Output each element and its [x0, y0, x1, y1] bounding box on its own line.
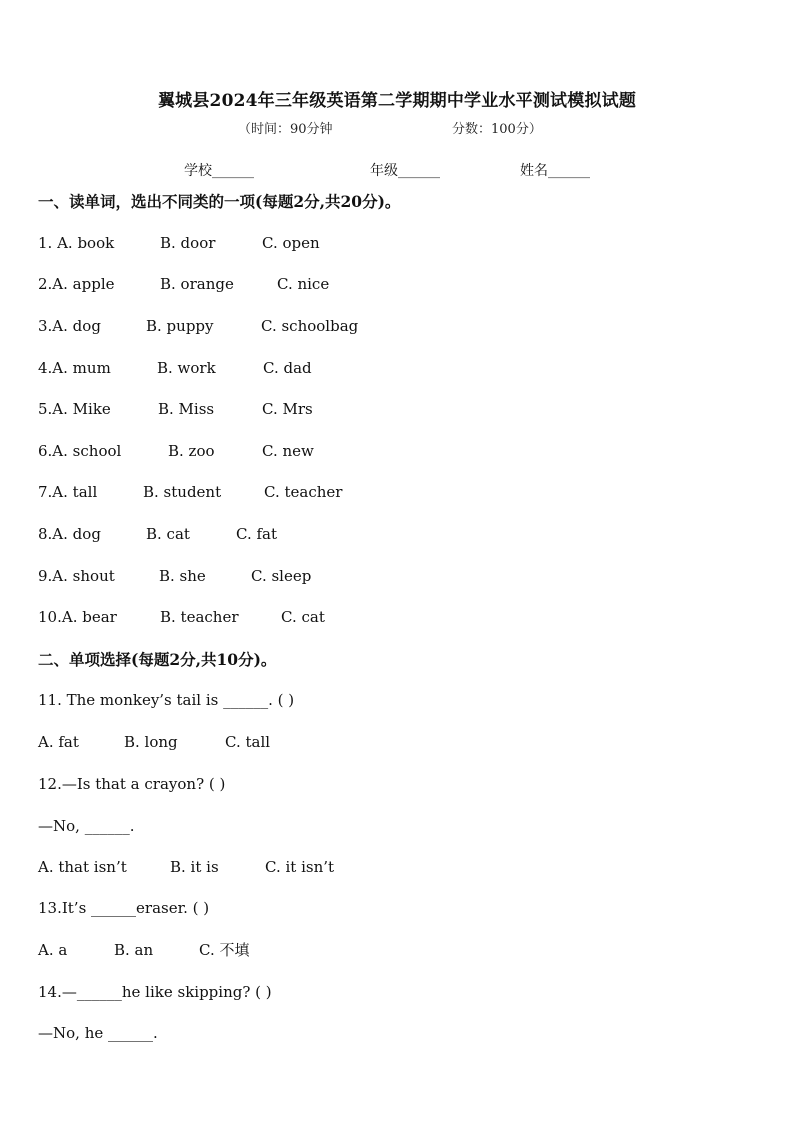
question-13-stem: 13.It’s ______eraser. ( ) — [38, 899, 210, 917]
option-c: C. nice — [277, 275, 330, 293]
option-b: B. it is — [170, 858, 219, 876]
option-a: A. a — [38, 941, 68, 959]
grade-field: 年级______ — [370, 163, 440, 179]
option-b: B. orange — [160, 275, 234, 293]
name-field: 姓名______ — [520, 163, 590, 179]
option-b: B. student — [143, 483, 222, 501]
option-a: A. that isn’t — [38, 858, 127, 876]
option-b: B. long — [124, 733, 178, 751]
option-b: B. an — [114, 941, 154, 959]
option-c: C. it isn’t — [265, 858, 335, 876]
option-c: C. Mrs — [262, 400, 313, 418]
option-a: 6.A. school — [38, 442, 122, 460]
exam-title: 翼城县2024年三年级英语第二学期期中学业水平测试模拟试题 — [157, 91, 637, 111]
option-c: C. tall — [225, 733, 271, 751]
option-b: B. puppy — [146, 317, 214, 335]
option-a: 10.A. bear — [38, 608, 117, 626]
option-c: C. schoolbag — [261, 317, 359, 335]
option-b: B. zoo — [168, 442, 215, 460]
option-b: B. Miss — [158, 400, 215, 418]
option-a: 4.A. mum — [38, 359, 111, 377]
option-c: C. cat — [281, 608, 325, 626]
option-c: C. dad — [263, 359, 312, 377]
option-a: 7.A. tall — [38, 483, 98, 501]
option-a: 5.A. Mike — [38, 400, 111, 418]
option-b: B. door — [160, 234, 216, 252]
option-a: 1. A. book — [38, 234, 115, 252]
option-a: A. fat — [38, 733, 79, 751]
option-a: 2.A. apple — [38, 275, 115, 293]
option-b: B. cat — [146, 525, 190, 543]
option-c: C. new — [262, 442, 314, 460]
option-c: C. open — [262, 234, 320, 252]
option-b: B. work — [157, 359, 216, 377]
question-11-stem: 11. The monkey’s tail is ______. ( ) — [38, 691, 295, 709]
question-12-stem: 12.—Is that a crayon? ( ) — [38, 775, 226, 793]
question-14-stem: 14.—______he like skipping? ( ) — [38, 983, 272, 1001]
option-c: C. fat — [236, 525, 278, 543]
option-a: 8.A. dog — [38, 525, 101, 543]
option-c: C. 不填 — [199, 941, 250, 959]
option-b: B. teacher — [160, 608, 239, 626]
question-14-reply: —No, he ______. — [38, 1024, 158, 1042]
option-a: 9.A. shout — [38, 567, 115, 585]
section-1-heading: 一、读单词，选出不同类的一项(每题2分,共20分)。 — [38, 192, 401, 211]
question-12-reply: —No, ______. — [38, 817, 135, 835]
total-score: 分数：100分） — [452, 122, 542, 137]
section-2-heading: 二、单项选择(每题2分,共10分)。 — [38, 650, 277, 669]
time-limit: （时间：90分钟 — [238, 122, 333, 137]
option-a: 3.A. dog — [38, 317, 101, 335]
option-c: C. sleep — [251, 567, 312, 585]
option-b: B. she — [159, 567, 206, 585]
school-field: 学校______ — [184, 163, 254, 179]
option-c: C. teacher — [264, 483, 343, 501]
